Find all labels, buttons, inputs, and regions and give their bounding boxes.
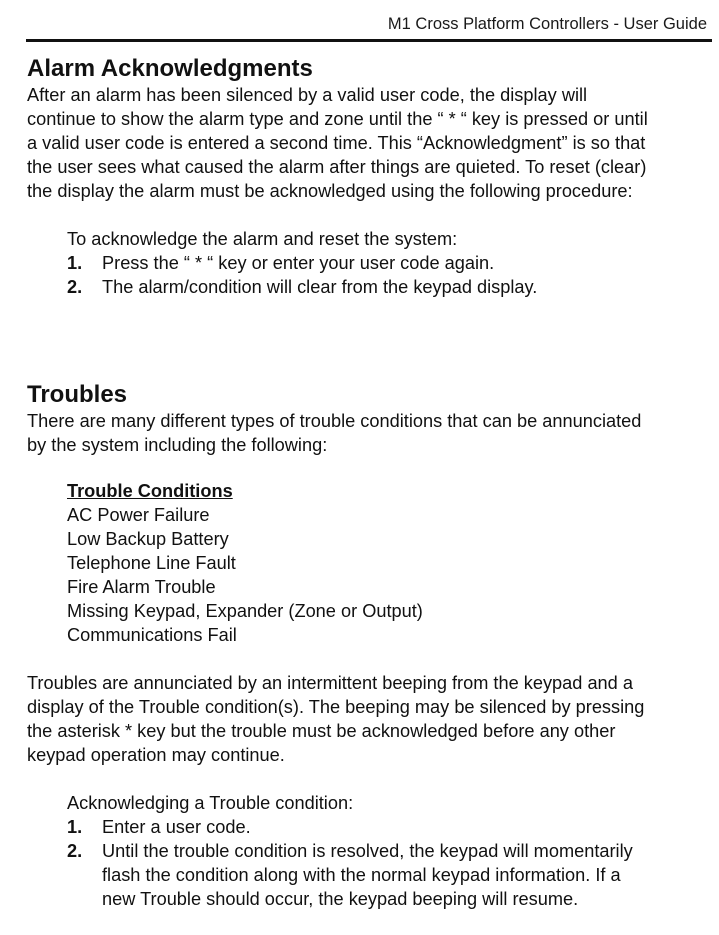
alarm-procedure-intro: To acknowledge the alarm and reset the system: — [67, 229, 458, 249]
alarm-paragraph-line: After an alarm has been silenced by a valid user code, the display will — [27, 85, 588, 105]
trouble-condition-item: Communications Fail — [67, 625, 237, 645]
step-text-line: flash the condition along with the normal keypad information. If a — [102, 865, 621, 885]
step-text: Press the “ * “ key or enter your user code again. — [102, 253, 495, 273]
trouble-condition-item: Low Backup Battery — [67, 529, 229, 549]
trouble-condition-item: Fire Alarm Trouble — [67, 577, 216, 597]
annunciation-line: keypad operation may continue. — [27, 745, 285, 765]
alarm-acknowledgments-section — [27, 55, 715, 299]
alarm-paragraph-line: continue to show the alarm type and zone until the “ * “ key is pressed or until — [27, 109, 648, 129]
trouble-condition-item: Telephone Line Fault — [67, 553, 236, 573]
step-text-line: new Trouble should occur, the keypad beeping will resume. — [102, 889, 579, 909]
alarm-paragraph-line: a valid user code is entered a second time. This “Acknowledgment” is so that — [27, 133, 646, 153]
step-number: 1. — [67, 817, 83, 837]
alarm-paragraph — [27, 83, 715, 203]
trouble-condition-item: Missing Keypad, Expander (Zone or Output) — [67, 601, 423, 621]
troubles-section — [27, 381, 715, 911]
annunciation-line: Troubles are annunciated by an intermittent beeping from the keypad and a — [27, 673, 633, 693]
troubles-intro-line: There are many different types of trouble conditions that can be annunciated — [27, 411, 642, 431]
trouble-ack-intro: Acknowledging a Trouble condition: — [67, 793, 354, 813]
annunciation-line: the asterisk * key but the trouble must be acknowledged before any other — [27, 721, 616, 741]
trouble-conditions-block — [67, 479, 715, 647]
alarm-step — [67, 275, 715, 299]
troubles-section-title: Troubles — [27, 381, 128, 408]
trouble-steps-list — [67, 815, 715, 911]
troubles-intro — [27, 409, 715, 457]
trouble-ack-procedure — [67, 791, 715, 911]
step-number: 2. — [67, 277, 83, 297]
trouble-conditions-list — [67, 503, 715, 647]
step-text: The alarm/condition will clear from the keypad display. — [102, 277, 538, 297]
page-content — [27, 55, 715, 911]
alarm-procedure — [67, 227, 715, 299]
trouble-step — [67, 839, 715, 911]
alarm-paragraph-line: the user sees what caused the alarm after things are quieted. To reset (clear) — [27, 157, 647, 177]
trouble-conditions-title: Trouble Conditions — [67, 481, 233, 501]
alarm-paragraph-line: the display the alarm must be acknowledged using the following procedure: — [27, 181, 633, 201]
step-text: Enter a user code. — [102, 817, 251, 837]
troubles-intro-line: by the system including the following: — [27, 435, 328, 455]
alarm-steps-list — [67, 251, 715, 299]
running-header: M1 Cross Platform Controllers - User Guide — [387, 15, 707, 33]
alarm-section-title: Alarm Acknowledgments — [27, 55, 313, 82]
trouble-condition-item: AC Power Failure — [67, 505, 210, 525]
trouble-step — [67, 815, 715, 839]
alarm-step — [67, 251, 715, 275]
annunciation-line: display of the Trouble condition(s). The beeping may be silenced by pressing — [27, 697, 645, 717]
troubles-annunciation-paragraph — [27, 671, 715, 767]
step-number: 2. — [67, 841, 83, 861]
step-text-line: Until the trouble condition is resolved, the keypad will momentarily — [102, 841, 633, 861]
step-number: 1. — [67, 253, 83, 273]
header-rule — [26, 39, 712, 42]
